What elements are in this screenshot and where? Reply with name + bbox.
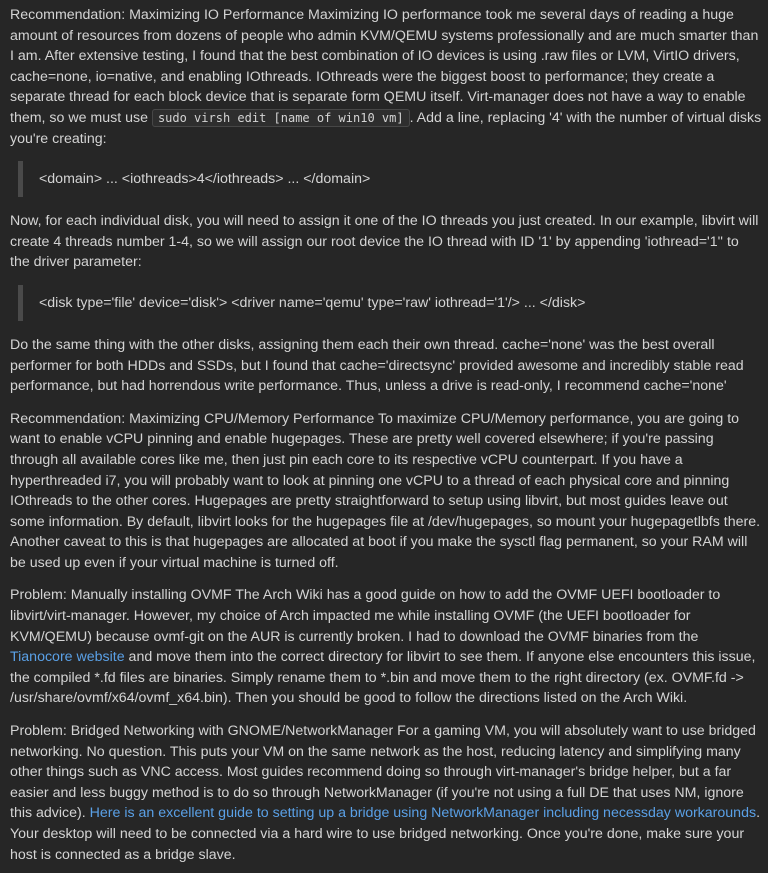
inline-code-virsh: sudo virsh edit [name of win10 vm]	[152, 109, 410, 127]
blockquote-disk-driver: <disk type='file' device='disk'> <driver name='qemu' type='raw' iothread='1'/> ... </disk>	[18, 285, 762, 321]
bridge-text-continued: . Your desktop will need to be connected via a hard wire to use bridged networking. Once you're done, make sure your host is connected as a bridge slave.	[10, 805, 761, 863]
ovmf-text: Problem: Manually installing OVMF The Arch Wiki has a good guide on how to add the OVMF UEFI bootloader to libvirt/virt-manager. However, my choice of Arch impacted me while installing OVMF (the UEFI bootloader for KVM/QEMU) because ovmf-git on the AUR is currently broken. I had to download the OVMF binaries from the	[10, 587, 721, 645]
bridge-text: Problem: Bridged Networking with GNOME/NetworkManager For a gaming VM, you will absolutely want to use bridged networking. No question. This puts your VM on the same network as the host, reducing latency and simplifying many other things such as VNC access. Most guides recommend doing so through virt-manager's bridge helper, but a far easier and less buggy method is to do so through NetworkManager (if you're not using a full DE that uses NM, ignore this advice).	[10, 723, 756, 822]
paragraph-cpu-memory: Recommendation: Maximizing CPU/Memory Performance To maximize CPU/Memory performance, you are going to want to enable vCPU pinning and enable hugepages. These are pretty well covered elsewhere; if you're passing through all available cores like me, then just pin each core to its respective vCPU counterpart. If you have a hyperthreaded i7, you will probably want to look at pinning one vCPU to a thread of each physical core and pinning IOthreads to the other cores. Hugepages are pretty straightforward to setup using libvirt, but most guides leave out some information. By default, libvirt looks for the hugepages file at /dev/hugepages, so mount your hugepagetlbfs there. Another caveat to this is that hugepages are allocated at boot if you make the sysctl flag permanent, so your RAM will be used up even if your virtual machine is turned off.	[10, 410, 761, 571]
paragraph-io-performance	[10, 5, 762, 149]
paragraph-cache: Do the same thing with the other disks, assigning them each their own thread. cache='none' was the best overall performer for both HDDs and SSDs, but I found that cache='directsync' provided awesome and incredibly stable read performance, but had horrendous write performance. Thus, unless a drive is read-only, I recommend cache='none'	[10, 336, 744, 395]
paragraph-bridged-networking	[10, 721, 762, 865]
paragraph-ovmf	[10, 585, 762, 709]
blockquote-iothreads: <domain> ... <iothreads>4</iothreads> ... </domain>	[18, 161, 762, 197]
tianocore-link[interactable]: Tianocore website	[10, 649, 125, 666]
io-text: Recommendation: Maximizing IO Performance Maximizing IO performance took me several days of reading a huge amount of resources from dozens of people who admin KVM/QEMU systems professionally and are much smarter than I am. After extensive testing, I found that the best combination of IO devices is using .raw files or LVM, VirtIO drivers, cache=none, io=native, and enabling IOthreads. IOthreads were the biggest boost to performance; they create a separate thread for each block device that is separate form QEMU itself. Virt-manager does not have a way to enable them, so we must use	[10, 7, 759, 126]
bridge-guide-link[interactable]: Here is an excellent guide to setting up a bridge using NetworkManager including necessday workarounds	[89, 805, 757, 822]
ovmf-text-continued: and move them into the correct directory for libvirt to see them. If anyone else encounters this issue, the compiled *.fd files are binaries. Simply rename them to *.bin and move them to the right directory (ex. OVMF.fd -> /usr/share/ovmf/x64/ovmf_x64.bin). Then you should be good to follow the directions listed on the Arch Wiki.	[10, 649, 756, 707]
paragraph-assign-threads: Now, for each individual disk, you will need to assign it one of the IO threads you just created. In our example, libvirt will create 4 threads number 1-4, so we will assign our root device the IO thread with ID '1' by appending 'iothread='1'' to the driver parameter:	[10, 213, 759, 271]
io-text-continued: . Add a line, replacing '4' with the number of virtual disks you're creating:	[10, 109, 762, 147]
